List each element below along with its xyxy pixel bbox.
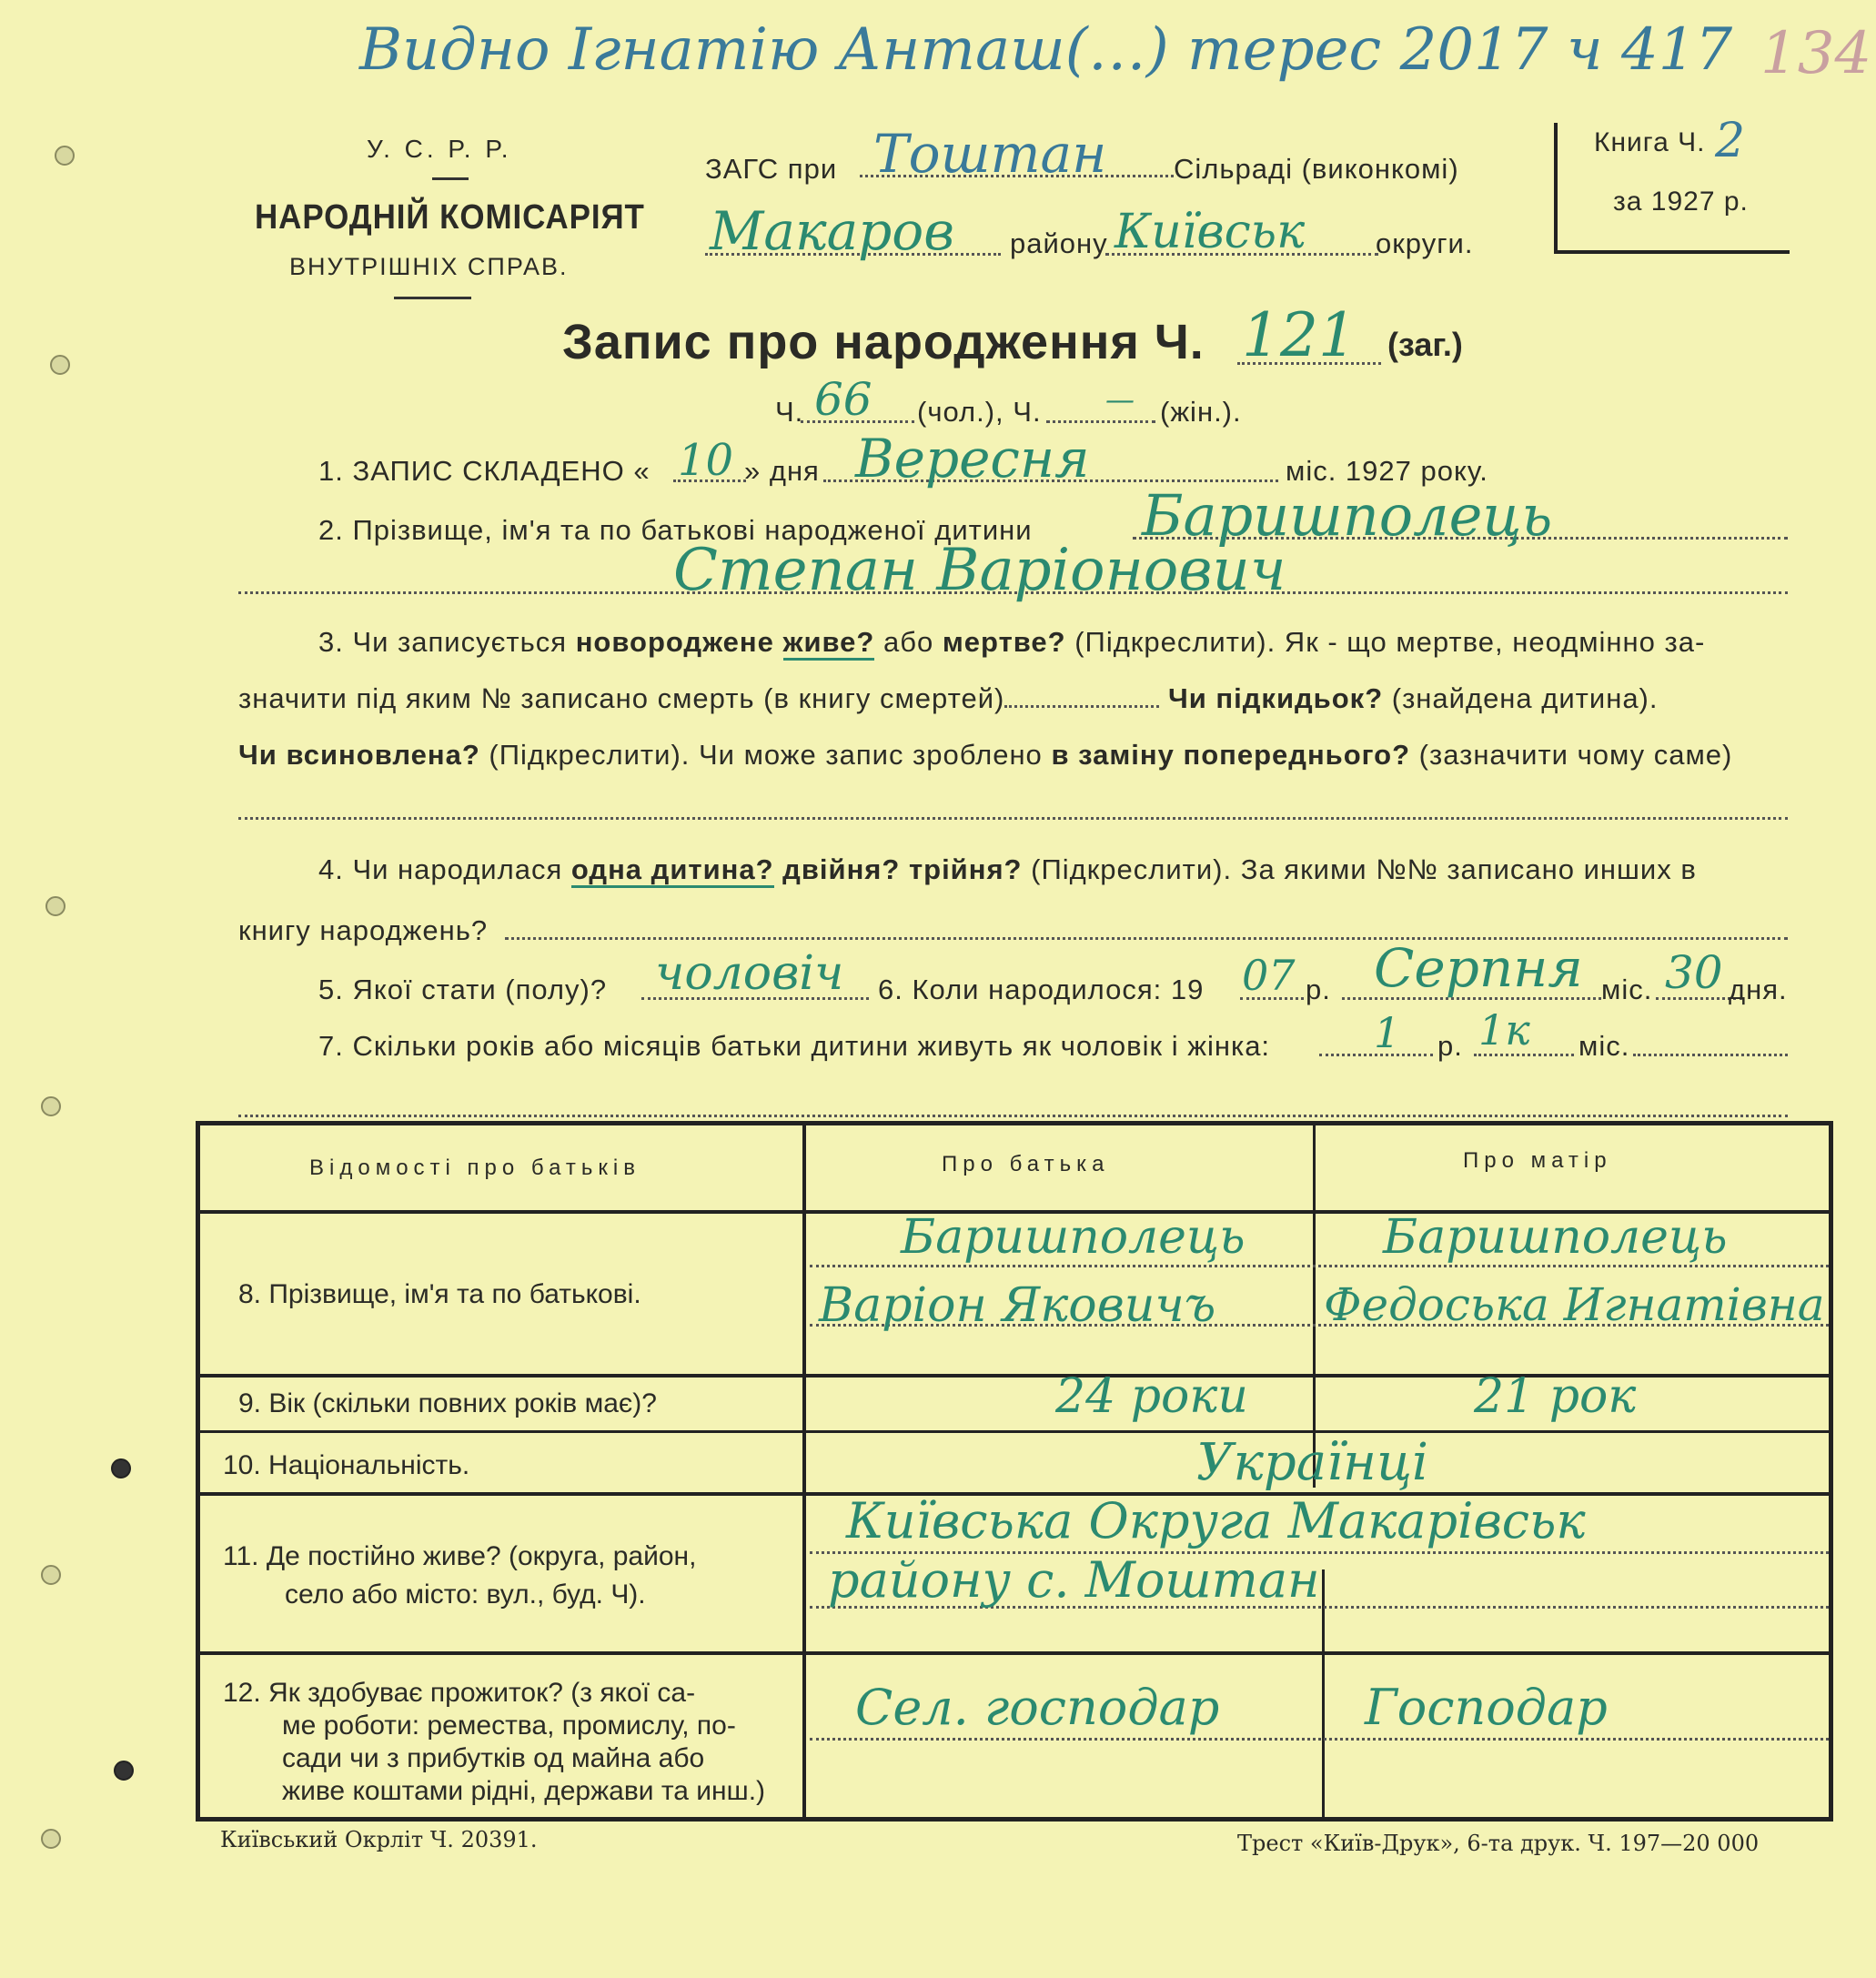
father-occupation: Сел. господар bbox=[855, 1679, 1220, 1736]
q6-dnia: дня. bbox=[1729, 974, 1788, 1005]
child-surname: Баришполець bbox=[1142, 482, 1553, 549]
q7-label: 7. Скільки років або місяців батьки дитини живуть як чоловік і жінка: bbox=[318, 1030, 1271, 1062]
mother-name: Федоська Игнатівна bbox=[1324, 1278, 1825, 1331]
row12-label-2: ме роботи: ремества, промислу, по- bbox=[282, 1711, 736, 1741]
q7-mis: міс. bbox=[1578, 1030, 1630, 1062]
father-name: Варіон Яковичъ bbox=[819, 1278, 1216, 1333]
zags-prefix: ЗАГС при bbox=[705, 153, 838, 185]
q5-label: 5. Якої стати (полу)? bbox=[318, 974, 608, 1005]
male-label: (чол.), Ч. bbox=[917, 396, 1042, 428]
row11-label-1: 11. Де постійно живе? (округа, район, bbox=[223, 1541, 697, 1571]
q2-label: 2. Прізвище, ім'я та по батькові народженої дитини bbox=[318, 514, 1033, 546]
birth-month: Серпня bbox=[1374, 937, 1583, 999]
footer-left: Київський Окрліт Ч. 20391. bbox=[220, 1827, 538, 1852]
row12-label-3: сади чи з прибутків од майна або bbox=[282, 1743, 705, 1773]
q6-label: 6. Коли народилося: 19 bbox=[878, 974, 1205, 1005]
row10-label: 10. Національність. bbox=[223, 1450, 470, 1480]
residence-line-1: Київська Округа Макарівськ bbox=[846, 1492, 1586, 1549]
village-name: Тоштан bbox=[873, 123, 1107, 185]
republic-label: У. С. Р. Р. bbox=[367, 135, 512, 163]
row12-label-1: 12. Як здобуває прожиток? (з якої са- bbox=[223, 1678, 696, 1708]
q3-line3: Чи всиновлена? (Підкреслити). Чи може запис зроблено в заміну попереднього? (зазначити чому саме) bbox=[238, 739, 1733, 771]
book-year: за 1927 р. bbox=[1613, 187, 1749, 217]
col-header-parents: Відомості про батьків bbox=[309, 1156, 640, 1180]
q6-r: р. bbox=[1306, 974, 1331, 1005]
dotted-line bbox=[238, 817, 1788, 820]
dotted-line bbox=[1046, 420, 1155, 423]
okruha-label: округи. bbox=[1376, 227, 1474, 259]
commissariat-label: НАРОДНІЙ КОМІСАРІЯТ bbox=[255, 198, 645, 237]
book-number: 2 bbox=[1715, 114, 1746, 168]
okruha-name: Київськ bbox=[1115, 205, 1306, 259]
district-label: району bbox=[1010, 227, 1108, 259]
footer-right: Трест «Київ-Друк», 6-та друк. Ч. 197—20 000 bbox=[1237, 1831, 1760, 1856]
punch-hole bbox=[41, 1829, 61, 1849]
row9-label: 9. Вік (скільки повних років має)? bbox=[238, 1388, 657, 1418]
birth-year: 07 bbox=[1242, 951, 1296, 1000]
child-sex: чоловіч bbox=[655, 946, 844, 1001]
q1-day: 10 bbox=[678, 435, 734, 486]
divider bbox=[394, 297, 471, 299]
row8-label: 8. Прізвище, ім'я та по батькові. bbox=[238, 1279, 641, 1309]
col-header-father: Про батька bbox=[942, 1152, 1110, 1176]
mother-occupation: Господар bbox=[1365, 1679, 1608, 1736]
punch-hole bbox=[55, 146, 75, 166]
mother-surname: Баришполець bbox=[1383, 1210, 1728, 1265]
record-title: Запис про народження Ч. bbox=[562, 315, 1205, 369]
nationality: Українці bbox=[1196, 1433, 1428, 1492]
punch-hole bbox=[50, 355, 70, 375]
col-header-mother: Про матір bbox=[1463, 1148, 1612, 1173]
punch-hole bbox=[111, 1458, 131, 1478]
punch-hole bbox=[114, 1761, 134, 1781]
father-surname: Баришполець bbox=[901, 1210, 1246, 1265]
top-annotation: Видно Ігнатію Анташ(…) терес 2017 ч 417 bbox=[359, 16, 1733, 84]
q3-a: 3. Чи записується новороджене живе? або мертве? (Підкреслити). Як - що мертве, неодмінно за- bbox=[318, 626, 1705, 659]
q4-line1: 4. Чи народилася одна дитина? двійня? трійня? (Підкреслити). За якими №№ записано инших в bbox=[318, 853, 1697, 886]
dotted-line bbox=[505, 937, 1788, 940]
female-number: — bbox=[1105, 382, 1135, 417]
archive-number: 134 bbox=[1760, 20, 1872, 87]
male-number: 66 bbox=[814, 373, 872, 426]
q1-prefix: 1. ЗАПИС СКЛАДЕНО « bbox=[318, 455, 651, 487]
divider bbox=[432, 177, 469, 180]
birth-day: 30 bbox=[1665, 946, 1723, 999]
dotted-line bbox=[1633, 1054, 1788, 1056]
q1-month: Вересня bbox=[855, 428, 1090, 489]
punch-hole bbox=[41, 1096, 61, 1116]
father-age: 24 роки bbox=[1055, 1369, 1248, 1424]
child-name: Степан Варіонович bbox=[673, 537, 1286, 604]
row12-label-4: живе коштами рідні, держави та инш.) bbox=[282, 1776, 766, 1806]
residence-line-2: району с. Моштан bbox=[828, 1551, 1320, 1609]
row11-label-2: село або місто: вул., буд. Ч). bbox=[285, 1579, 646, 1610]
record-number: 121 bbox=[1242, 300, 1357, 370]
q1-suffix: міс. 1927 року. bbox=[1286, 455, 1488, 487]
q6-mis: міс. bbox=[1601, 974, 1653, 1005]
q1-mid: » дня bbox=[744, 455, 820, 487]
district-name: Макаров bbox=[710, 200, 954, 262]
record-number-suffix: (заг.) bbox=[1387, 326, 1463, 363]
q4-line2: книгу народжень? bbox=[238, 914, 489, 946]
female-label: (жін.). bbox=[1160, 396, 1242, 428]
punch-hole bbox=[45, 896, 66, 916]
q7-r: р. bbox=[1437, 1030, 1463, 1062]
dotted-line bbox=[238, 1115, 1788, 1117]
department-label: ВНУТРІШНІХ СПРАВ. bbox=[289, 253, 569, 280]
book-label: Книга Ч. bbox=[1594, 127, 1706, 157]
q3-line2: значити під яким № записано смерть (в книгу смертей) Чи підкидьок? (знайдена дитина). bbox=[238, 682, 1659, 714]
married-months: 1к bbox=[1478, 1005, 1530, 1055]
mother-age: 21 рок bbox=[1474, 1369, 1637, 1424]
married-years: 1 bbox=[1374, 1008, 1401, 1057]
zags-suffix: Сільраді (виконкомі) bbox=[1174, 153, 1459, 185]
punch-hole bbox=[41, 1565, 61, 1585]
sub-prefix: Ч. bbox=[775, 396, 804, 428]
